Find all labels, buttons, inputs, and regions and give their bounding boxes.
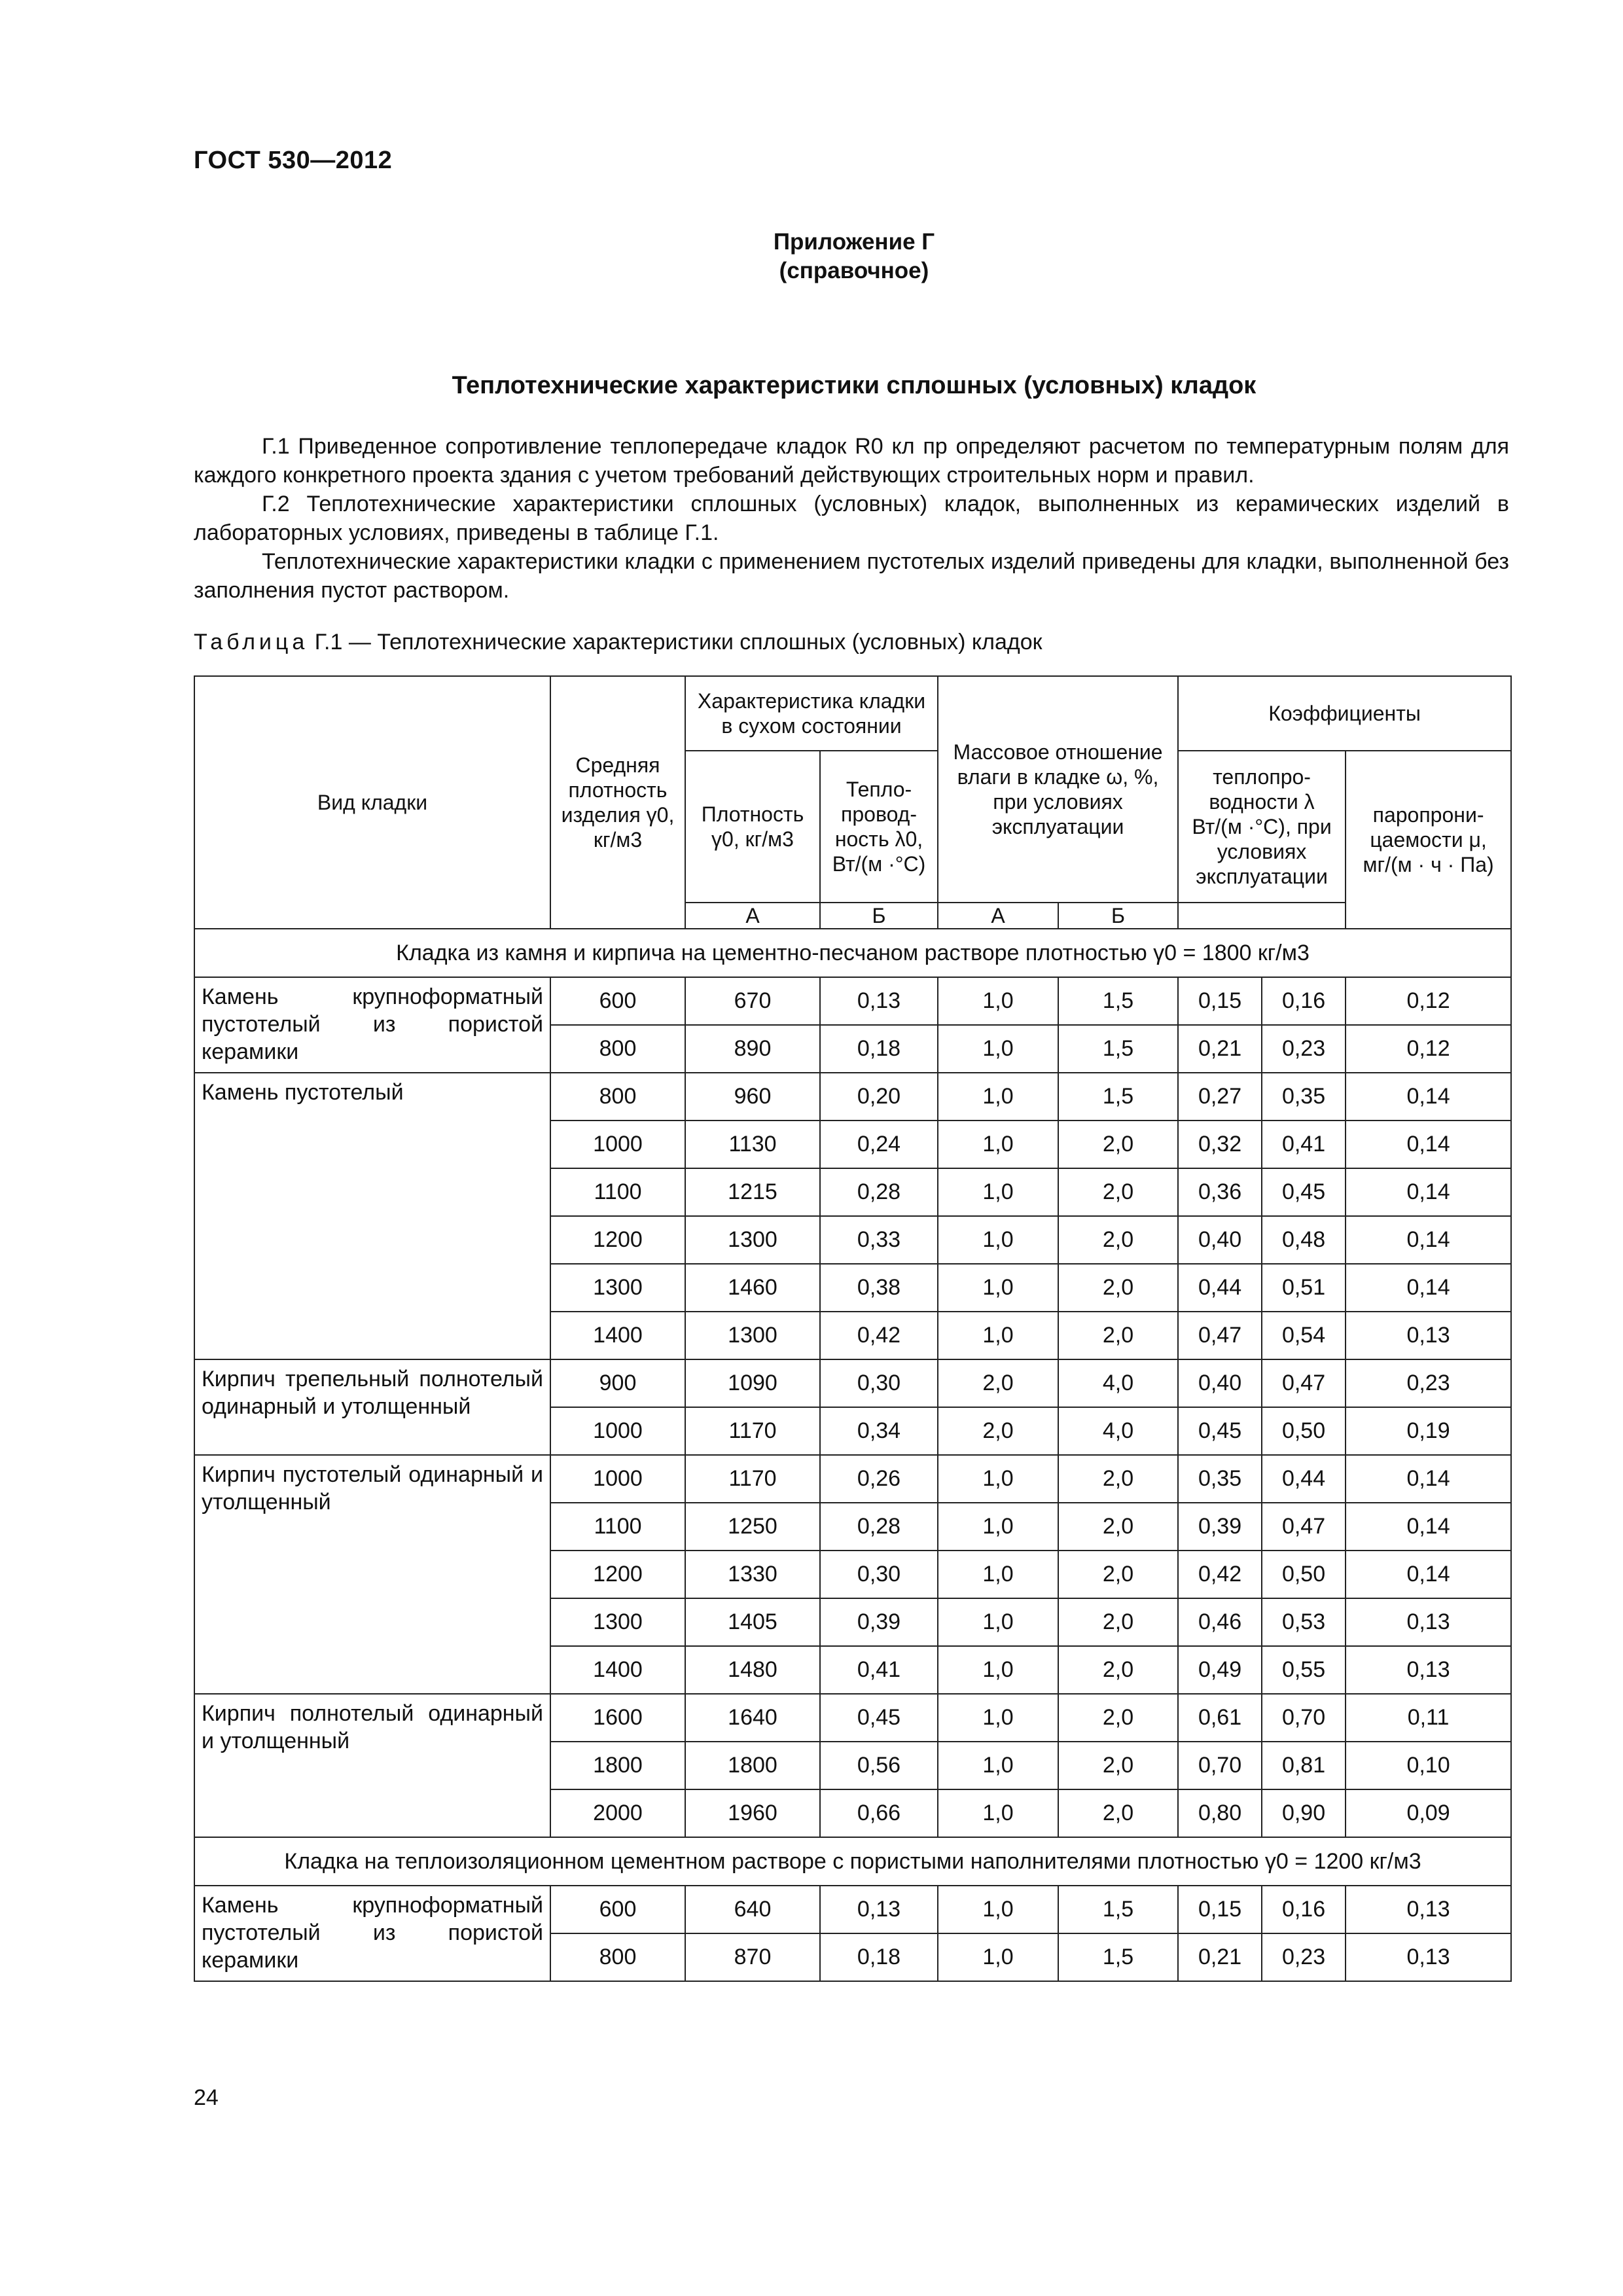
table-cell: 0,18 [820,1025,938,1073]
table-cell: 1300 [685,1216,820,1264]
table-cell: 1,0 [938,1216,1058,1264]
table-cell: 0,21 [1178,1933,1262,1981]
table-cell: 0,27 [1178,1073,1262,1121]
table-cell: 0,14 [1346,1551,1511,1598]
table-cell: 1,0 [938,1742,1058,1789]
table-cell: 1600 [550,1694,685,1742]
table-cell: 1300 [685,1312,820,1359]
table-cell: 1,5 [1058,977,1178,1025]
table-cell: 1,0 [938,1121,1058,1168]
table-cell: 0,16 [1262,1886,1346,1933]
table-cell: 0,40 [1178,1359,1262,1407]
table-cell: 960 [685,1073,820,1121]
table-cell: 1800 [685,1742,820,1789]
table-cell: 0,12 [1346,977,1511,1025]
table-cell: 0,42 [820,1312,938,1359]
table-cell: 1100 [550,1503,685,1551]
header-lambda: теплопро-водности λ Вт/(м ·°С), при условиях эксплуатации [1178,751,1346,903]
table-cell: 1250 [685,1503,820,1551]
table-cell: 0,14 [1346,1168,1511,1216]
table-cell: 1090 [685,1359,820,1407]
table-cell: 1,0 [938,1312,1058,1359]
table-cell: 0,34 [820,1407,938,1455]
paragraph-hollow-note: Теплотехнические характеристики кладки с применением пустотелых изделий приведены для кладки, выполненной без заполнения пустот раствором. [194,549,1509,603]
table-cell: 2,0 [1058,1503,1178,1551]
table-cell: 1640 [685,1694,820,1742]
table-cell: 0,56 [820,1742,938,1789]
header-lambda-a: А [938,903,1058,929]
table-row [194,1359,1511,1407]
paragraph-g2: Г.2 Теплотехнические характеристики сплошных (условных) кладок, выполненных из керамических изделий в лабораторных условиях, приведены в таблице Г.1. [194,492,1509,545]
table-cell: 1000 [550,1455,685,1503]
table-cell: 2,0 [1058,1216,1178,1264]
table-cell: 1480 [685,1646,820,1694]
table-cell: 4,0 [1058,1407,1178,1455]
table-cell: 0,47 [1262,1503,1346,1551]
table-cell: 1,0 [938,1646,1058,1694]
table-cell: 0,44 [1178,1264,1262,1312]
table-cell: 1200 [550,1551,685,1598]
table-cell: 600 [550,1886,685,1933]
table-cell: 1,0 [938,1503,1058,1551]
table-cell: 1,0 [938,1025,1058,1073]
table-cell: 2,0 [1058,1789,1178,1837]
table-cell: 0,28 [820,1503,938,1551]
table-cell: 2,0 [1058,1121,1178,1168]
table-cell: 0,32 [1178,1121,1262,1168]
header-moisture-b: Б [820,903,938,929]
table-cell: 1400 [550,1312,685,1359]
table-cell: 0,61 [1178,1694,1262,1742]
table-cell: 0,70 [1262,1694,1346,1742]
table-cell: 4,0 [1058,1359,1178,1407]
table-cell: 2,0 [1058,1264,1178,1312]
table-cell: 1215 [685,1168,820,1216]
table-cell: 1,5 [1058,1025,1178,1073]
table-cell: 0,47 [1178,1312,1262,1359]
table-cell: 0,14 [1346,1264,1511,1312]
table-caption-prefix: Таблица [194,630,309,655]
table-cell: 2,0 [1058,1455,1178,1503]
table-cell: 2,0 [938,1359,1058,1407]
table-cell: 0,50 [1262,1551,1346,1598]
table-cell: 0,41 [820,1646,938,1694]
table-cell: 1,5 [1058,1886,1178,1933]
table-cell: 0,14 [1346,1216,1511,1264]
table-cell: 2,0 [1058,1742,1178,1789]
table-row [194,1073,1511,1121]
table-row [194,1455,1511,1503]
section-label: Кладка из камня и кирпича на цементно-песчаном растворе плотностью γ0 = 1800 кг/м3 [194,929,1511,977]
table-cell: 0,54 [1262,1312,1346,1359]
table-cell: 1170 [685,1407,820,1455]
table-cell: 2,0 [938,1407,1058,1455]
table-cell: 1300 [550,1598,685,1646]
table-cell: 670 [685,977,820,1025]
table-cell: 2,0 [1058,1598,1178,1646]
table-cell: 1,5 [1058,1933,1178,1981]
table-cell: 0,55 [1262,1646,1346,1694]
page-number: 24 [194,2085,219,2110]
header-kind: Вид кладки [194,676,550,929]
table-cell: 0,21 [1178,1025,1262,1073]
table-cell: 0,45 [1178,1407,1262,1455]
table-cell: 0,38 [820,1264,938,1312]
table-cell: 1,0 [938,1168,1058,1216]
table-cell: 800 [550,1933,685,1981]
table-cell: 0,26 [820,1455,938,1503]
table-cell: 1170 [685,1455,820,1503]
table-caption-text: Г.1 — Теплотехнические характеристики сплошных (условных) кладок [314,630,1043,655]
table-cell: 890 [685,1025,820,1073]
table-cell: 0,39 [820,1598,938,1646]
table-cell: 800 [550,1025,685,1073]
table-cell: 0,46 [1178,1598,1262,1646]
table-cell: 1,0 [938,1455,1058,1503]
table-cell: 0,23 [1262,1933,1346,1981]
table-cell: 0,35 [1262,1073,1346,1121]
table-cell: 0,14 [1346,1455,1511,1503]
table-caption [194,630,1043,655]
table-cell: 1800 [550,1742,685,1789]
table-cell: 0,11 [1346,1694,1511,1742]
table-cell: 0,41 [1262,1121,1346,1168]
header-moisture-a: А [685,903,820,929]
table-cell: 1405 [685,1598,820,1646]
header-moisture: Массовое отношение влаги в кладке ω, %, при условиях эксплуатации [938,676,1178,903]
table-cell: 0,13 [1346,1312,1511,1359]
table-cell: 0,39 [1178,1503,1262,1551]
table-cell: 1330 [685,1551,820,1598]
table-cell: 870 [685,1933,820,1981]
table-cell: 0,13 [1346,1886,1511,1933]
table-cell: 0,30 [820,1551,938,1598]
header-avg-density: Средняя плотность изделия γ0, кг/м3 [550,676,685,929]
table-cell: 0,14 [1346,1503,1511,1551]
table-cell: 0,51 [1262,1264,1346,1312]
table-cell: 2,0 [1058,1646,1178,1694]
table-cell: 0,14 [1346,1121,1511,1168]
header-mu: паропрони-цаемости μ, мг/(м · ч · Па) [1346,751,1511,929]
table-cell: 0,70 [1178,1742,1262,1789]
table-cell: 800 [550,1073,685,1121]
table-cell: 0,23 [1346,1359,1511,1407]
table-cell: 0,16 [1262,977,1346,1025]
table-cell: 0,90 [1262,1789,1346,1837]
table-row [194,1694,1511,1742]
table-cell: 0,44 [1262,1455,1346,1503]
table-cell: 2,0 [1058,1551,1178,1598]
table-cell: 0,13 [1346,1598,1511,1646]
annex-title: Приложение Г [773,229,935,255]
table-cell: 640 [685,1886,820,1933]
table-cell: 0,35 [1178,1455,1262,1503]
table-cell: 0,49 [1178,1646,1262,1694]
thermal-characteristics-table [194,675,1512,1982]
table-cell: 2,0 [1058,1168,1178,1216]
table-cell: 0,81 [1262,1742,1346,1789]
table-cell: 0,13 [1346,1646,1511,1694]
table-row [194,1886,1511,1933]
table-cell: 0,45 [820,1694,938,1742]
table-cell: 900 [550,1359,685,1407]
table-cell: 0,42 [1178,1551,1262,1598]
table-cell: 0,66 [820,1789,938,1837]
table-cell: 0,50 [1262,1407,1346,1455]
table-cell: 1,0 [938,977,1058,1025]
table-cell: 0,47 [1262,1359,1346,1407]
table-cell: 0,33 [820,1216,938,1264]
table-cell: 0,24 [820,1121,938,1168]
header-density: Плотность γ0, кг/м3 [685,751,820,903]
table-cell: 0,19 [1346,1407,1511,1455]
masonry-kind-cell: Кирпич пустотелый одинарный и утолщенный [194,1455,550,1694]
table-cell: 0,13 [820,1886,938,1933]
table-cell: 1400 [550,1646,685,1694]
section-row [194,929,1511,977]
table-cell: 1,0 [938,1264,1058,1312]
table-cell: 1,5 [1058,1073,1178,1121]
document-header: ГОСТ 530—2012 [194,147,393,174]
table-cell: 1100 [550,1168,685,1216]
paragraph-g1: Г.1 Приведенное сопротивление теплопередаче кладок R0 кл пр определяют расчетом по температурным полям для каждого конкретного проекта здания с учетом требований действующих строительных норм и правил. [194,434,1509,488]
body-text [194,432,1509,605]
header-conductivity: Тепло-провод-ность λ0, Вт/(м ·°С) [820,751,938,903]
header-dry-group: Характеристика кладки в сухом состоянии [685,676,938,751]
table-cell: 600 [550,977,685,1025]
table-cell: 0,18 [820,1933,938,1981]
table-cell: 0,53 [1262,1598,1346,1646]
header-lambda-b: Б [1058,903,1178,929]
table-cell: 1,0 [938,1933,1058,1981]
table-cell: 0,48 [1262,1216,1346,1264]
table-cell: 1000 [550,1407,685,1455]
table-cell: 0,09 [1346,1789,1511,1837]
table-cell: 0,45 [1262,1168,1346,1216]
table-cell: 1200 [550,1216,685,1264]
masonry-kind-cell: Кирпич трепельный полнотелый одинарный и утолщенный [194,1359,550,1455]
table-cell: 1,0 [938,1598,1058,1646]
table-cell: 1,0 [938,1886,1058,1933]
table-cell: 0,13 [1346,1933,1511,1981]
table-cell: 2,0 [1058,1312,1178,1359]
masonry-kind-cell: Камень крупноформатный пустотелый из пористой керамики [194,977,550,1073]
table-cell: 1300 [550,1264,685,1312]
table-cell: 0,14 [1346,1073,1511,1121]
annex-kind: (справочное) [779,258,929,283]
table-cell: 0,12 [1346,1025,1511,1073]
table-cell: 0,23 [1262,1025,1346,1073]
table-cell: 0,80 [1178,1789,1262,1837]
table-cell: 1960 [685,1789,820,1837]
table-cell: 1,0 [938,1551,1058,1598]
table-cell: 0,15 [1178,1886,1262,1933]
table-cell: 0,36 [1178,1168,1262,1216]
table-cell: 0,15 [1178,977,1262,1025]
table-cell: 2,0 [1058,1694,1178,1742]
header-coefficients: Коэффициенты [1178,676,1511,751]
annex-heading [0,228,1623,285]
table-cell: 1,0 [938,1789,1058,1837]
table-row [194,977,1511,1025]
table-cell: 1,0 [938,1073,1058,1121]
masonry-kind-cell: Камень крупноформатный пустотелый из пористой керамики [194,1886,550,1981]
table-cell: 1460 [685,1264,820,1312]
table-cell: 0,40 [1178,1216,1262,1264]
table-cell: 1000 [550,1121,685,1168]
masonry-kind-cell: Кирпич полнотелый одинарный и утолщенный [194,1694,550,1837]
section-row [194,1837,1511,1886]
table-cell: 1130 [685,1121,820,1168]
table-cell: 0,10 [1346,1742,1511,1789]
section-label: Кладка на теплоизоляционном цементном растворе с пористыми наполнителями плотностью γ0 = 1200 кг/м3 [194,1837,1511,1886]
section-title: Теплотехнические характеристики сплошных (условных) кладок [452,372,1257,399]
table-cell: 0,30 [820,1359,938,1407]
table-cell: 1,0 [938,1694,1058,1742]
table-cell: 0,13 [820,977,938,1025]
table-cell: 2000 [550,1789,685,1837]
masonry-kind-cell: Камень пустотелый [194,1073,550,1359]
table-cell: 0,28 [820,1168,938,1216]
table-cell: 0,20 [820,1073,938,1121]
